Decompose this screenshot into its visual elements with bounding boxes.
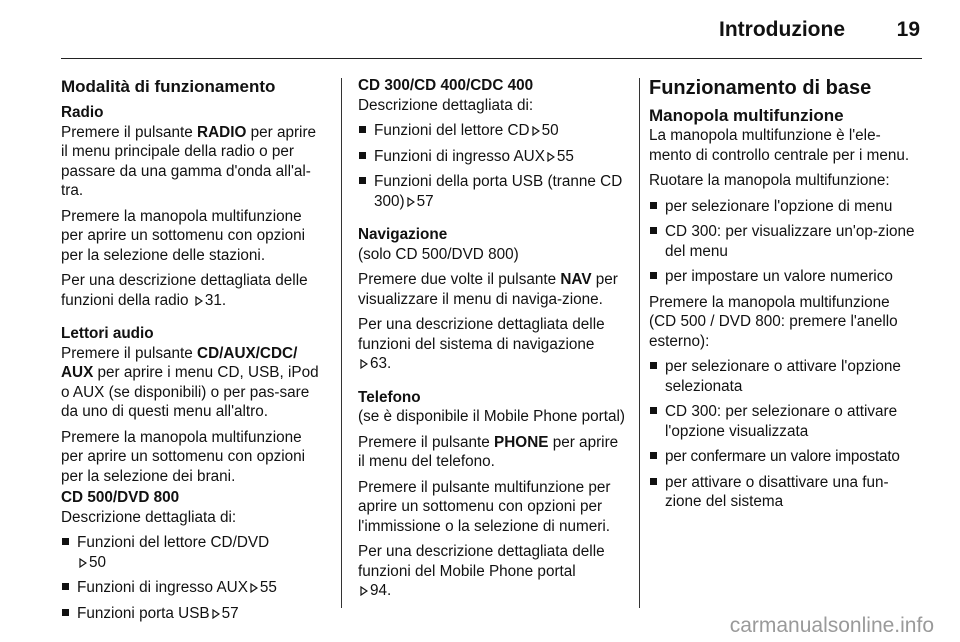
text: Premere il pulsante bbox=[61, 123, 198, 141]
column-3 bbox=[649, 76, 921, 518]
cd500-intro: Descrizione dettagliata di: bbox=[61, 508, 237, 526]
list-item: per selezionare l'opzione di menu bbox=[649, 197, 921, 217]
list-item: CD 300: per selezionare o attivare l'opzione visualizzata bbox=[649, 402, 921, 441]
text: Per una descrizione dettagliata delle funzioni del sistema di navigazione bbox=[358, 316, 605, 353]
watermark: carmanualsonline.info bbox=[729, 614, 934, 637]
page-ref-icon bbox=[547, 152, 555, 162]
column-divider-1 bbox=[341, 78, 342, 608]
page-ref-number: 55 bbox=[556, 147, 574, 165]
list-item: CD 300: per visualizzare un'op-zione del menu bbox=[649, 222, 921, 261]
page-ref-icon bbox=[407, 197, 415, 207]
list-item: per confermare un valore impostato bbox=[649, 447, 921, 467]
text: Premere il pulsante bbox=[358, 433, 495, 451]
audio-key: CD/AUX/CDC/ AUX bbox=[61, 344, 298, 381]
page-header bbox=[0, 0, 960, 62]
cd500-heading: CD 500/DVD 800 bbox=[61, 489, 180, 506]
text: per aprire i menu CD, USB, iPod o AUX (se disponibili) o per pas-sare da uno di questi menu all'altro. bbox=[61, 364, 319, 420]
text: Per una descrizione dettagliata delle funzioni della radio bbox=[61, 272, 308, 309]
radio-paragraph-2: Premere la manopola multifunzione per aprire un sottomenu con opzioni per la selezione delle stazioni. bbox=[61, 207, 306, 264]
page-ref-number: 50 bbox=[89, 553, 107, 571]
cd300-heading: CD 300/CD 400/CDC 400 bbox=[358, 77, 534, 94]
audio-paragraph-1 bbox=[61, 344, 327, 422]
text: Funzioni del lettore CD bbox=[374, 122, 530, 139]
section-title: Funzionamento di base bbox=[649, 77, 872, 99]
page-ref-number: 55 bbox=[259, 579, 277, 596]
text: Premere il pulsante bbox=[61, 344, 198, 362]
press-list bbox=[649, 357, 921, 512]
text: per aprire il menu principale della radio o per passare da una gamma d'onda all'al-tra. bbox=[61, 123, 317, 199]
text: Per una descrizione dettagliata delle funzioni del Mobile Phone portal bbox=[358, 543, 605, 580]
list-item bbox=[61, 578, 327, 598]
cd300-list bbox=[358, 121, 626, 211]
text: Funzioni della porta USB (tranne CD 300) bbox=[374, 173, 623, 210]
list-item: per impostare un valore numerico bbox=[649, 267, 921, 287]
audio-paragraph-2: Premere la manopola multifunzione per aprire un sottomenu con opzioni per la selezione dei brani. bbox=[61, 428, 306, 485]
radio-paragraph-1 bbox=[61, 123, 327, 201]
text: Funzioni di ingresso AUX bbox=[77, 579, 248, 596]
section-title: Modalità di funzionamento bbox=[61, 77, 276, 96]
knob-paragraph-2: Ruotare la manopola multifunzione: bbox=[649, 172, 890, 189]
list-item bbox=[61, 604, 327, 624]
phone-paragraph-2: Premere il pulsante multifunzione per aprire un sottomenu con opzioni per l'immissione o la selezione di numeri. bbox=[358, 478, 611, 535]
column-2 bbox=[358, 76, 626, 607]
text: Funzioni di ingresso AUX bbox=[374, 147, 545, 165]
nav-paragraph-1 bbox=[358, 270, 626, 309]
phone-paragraph-3 bbox=[358, 542, 626, 601]
nav-key: NAV bbox=[560, 271, 592, 288]
nav-heading: Navigazione bbox=[358, 226, 448, 243]
column-1 bbox=[61, 76, 327, 629]
cd500-list bbox=[61, 533, 327, 623]
phone-heading: Telefono bbox=[358, 388, 421, 406]
list-item: per attivare o disattivare una fun-zione del sistema bbox=[649, 473, 921, 512]
text: per visualizzare il menu di naviga-zione. bbox=[358, 271, 618, 308]
phone-key: PHONE bbox=[494, 433, 549, 451]
page-ref-number: 31. bbox=[204, 291, 227, 309]
audio-heading: Lettori audio bbox=[61, 325, 154, 342]
rotate-list bbox=[649, 197, 921, 287]
radio-heading: Radio bbox=[61, 104, 104, 121]
page-ref-icon bbox=[532, 126, 540, 136]
list-item bbox=[358, 172, 626, 211]
text: Funzioni del lettore CD/DVD bbox=[77, 534, 270, 551]
column-divider-2 bbox=[639, 78, 640, 608]
radio-paragraph-3 bbox=[61, 271, 327, 310]
page-ref-icon bbox=[360, 586, 368, 596]
cd300-intro: Descrizione dettagliata di: bbox=[358, 96, 534, 114]
list-item bbox=[358, 121, 626, 141]
text: Funzioni porta USB bbox=[77, 604, 210, 622]
page-ref-number: 57 bbox=[416, 192, 434, 210]
text: per aprire il menu del telefono. bbox=[358, 433, 619, 470]
list-item bbox=[358, 147, 626, 167]
knob-paragraph-3: Premere la manopola multifunzione (CD 500 / DVD 800: premere l'anello esterno): bbox=[649, 293, 898, 350]
page-ref-number: 94. bbox=[370, 582, 392, 599]
subsection-title: Manopola multifunzione bbox=[649, 106, 844, 125]
page-ref-number: 57 bbox=[221, 604, 239, 622]
knob-paragraph-1: La manopola multifunzione è l'ele-mento di controllo centrale per i menu. bbox=[649, 127, 910, 164]
phone-paragraph-1 bbox=[358, 433, 626, 472]
header-divider bbox=[61, 58, 922, 59]
page-ref-number: 50 bbox=[541, 122, 559, 139]
page-ref-icon bbox=[250, 583, 258, 593]
list-item: per selezionare o attivare l'opzione selezionata bbox=[649, 357, 921, 396]
page-number: 19 bbox=[896, 18, 920, 41]
page-ref-icon bbox=[360, 359, 368, 369]
page-ref-icon bbox=[212, 609, 220, 619]
list-item bbox=[61, 533, 327, 572]
text: Premere due volte il pulsante bbox=[358, 271, 561, 288]
page-ref-icon bbox=[79, 558, 87, 568]
page-ref-number: 63. bbox=[370, 355, 392, 372]
nav-note: (solo CD 500/DVD 800) bbox=[358, 245, 519, 263]
nav-paragraph-2 bbox=[358, 315, 626, 374]
page-title: Introduzione bbox=[719, 18, 845, 41]
radio-key: RADIO bbox=[197, 123, 247, 141]
page-ref-icon bbox=[195, 296, 203, 306]
phone-note: (se è disponibile il Mobile Phone portal) bbox=[358, 408, 625, 425]
